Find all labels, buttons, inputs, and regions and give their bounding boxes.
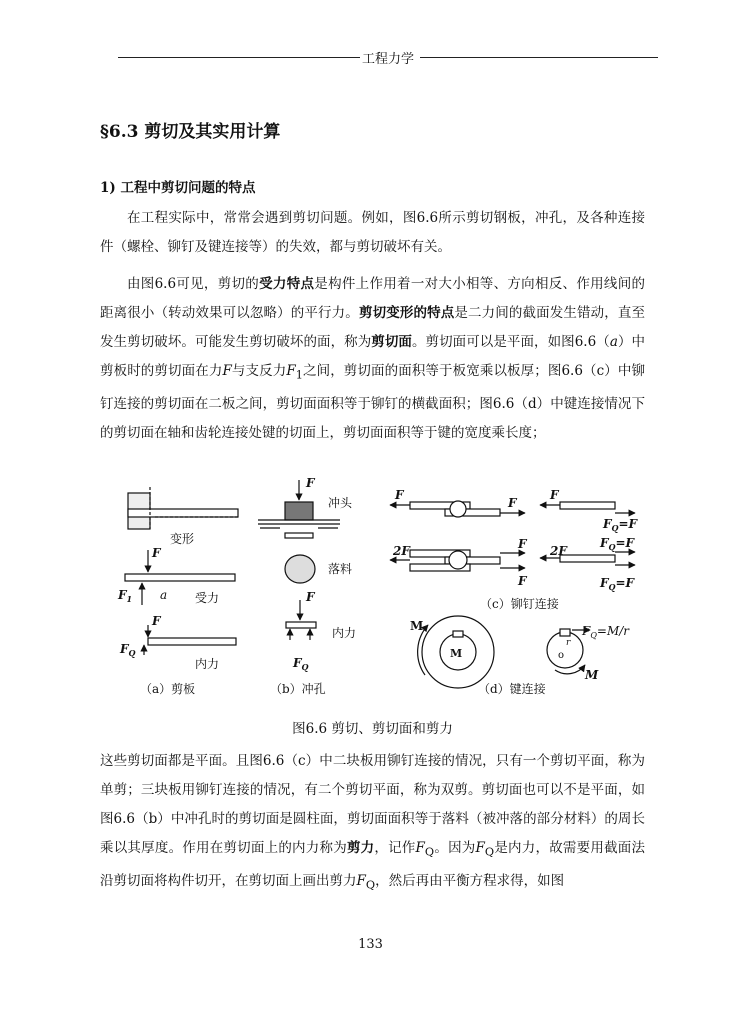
figure-6-6 — [110, 475, 650, 705]
label-F-c3: F — [550, 488, 559, 502]
label-M-d1: M — [410, 619, 424, 633]
figure-caption: 图6.6 剪切、剪切面和剪力 — [292, 721, 453, 737]
caption-c: （c）铆钉连接 — [480, 597, 559, 611]
label-F-c1: F — [395, 488, 404, 502]
label-2F-c1: 2F — [393, 544, 410, 558]
label-F-b1: F — [306, 476, 315, 490]
header-rule-right — [420, 57, 658, 58]
label-F-c4: F — [518, 537, 527, 551]
section-title: §6.3 剪切及其实用计算 — [100, 122, 281, 142]
header-title: 工程力学 — [361, 52, 414, 67]
caption-b: （b）冲孔 — [270, 682, 326, 696]
label-o: o — [558, 650, 565, 661]
label-FQ-a: $F_Q$ — [120, 642, 136, 658]
paragraph-1: 在工程实际中，常常会遇到剪切问题。例如，图6.6所示剪切钢板，冲孔，及各种连接件（螺栓、铆钉及键连接等）的失效，都与剪切破坏有关。 — [100, 210, 645, 255]
paragraph-3: 这些剪切面都是平面。且图6.6（c）中二块板用铆钉连接的情况，只有一个剪切平面，称为单剪；三块板用铆钉连接的情况，有二个剪切平面，称为双剪。剪切面也可以不是平面，如图6.6（b）中冲孔时的剪切面是圆柱面，剪切面面积等于落料（被冲落的部分材料）的周长乘以其厚度。作用在剪切面上的内力称为剪力，记作$F_Q$。因为$F_Q$是内力，故需要用截面法沿剪切面将构件切开，在剪切面上画出剪力$F_Q$，然后再由平衡方程求得，如图 — [100, 753, 646, 892]
label-F-a1: F — [152, 546, 161, 560]
caption-d: （d）键连接 — [478, 682, 546, 696]
label-shouli: 受力 — [195, 591, 220, 605]
label-neili-b: 内力 — [332, 626, 357, 640]
label-bianxing: 变形 — [170, 532, 195, 546]
label-2F-c2: 2F — [550, 544, 567, 558]
subsection-title: 1) 工程中剪切问题的特点 — [100, 180, 256, 196]
header-rule-left — [118, 57, 360, 58]
page-number: 133 — [358, 937, 383, 952]
caption-a: （a）剪板 — [140, 682, 196, 696]
label-luoliao: 落料 — [328, 562, 353, 576]
label-F-c5: F — [518, 574, 527, 588]
label-M-d3: M — [585, 668, 599, 682]
label-FQ-c1: $F_Q=F$ — [603, 517, 638, 533]
label-FQ-d: $F_Q=M/r$ — [582, 624, 630, 640]
label-FQ-c2: $F_Q=F$ — [600, 536, 635, 552]
label-a: a — [160, 588, 168, 602]
label-neili-a: 内力 — [195, 657, 220, 671]
label-F1: $F_1$ — [118, 588, 133, 604]
label-M-d2: M — [450, 647, 463, 660]
label-F-c2: F — [508, 496, 517, 510]
label-F-b2: F — [306, 590, 315, 604]
label-chongtou: 冲头 — [328, 496, 353, 510]
label-F-a2: F — [152, 614, 161, 628]
label-FQ-c3: $F_Q=F$ — [600, 576, 635, 592]
label-r: r — [566, 638, 571, 648]
label-FQ-b: $F_Q$ — [293, 656, 309, 672]
paragraph-2: 由图6.6可见，剪切的受力特点是构件上作用着一对大小相等、方向相反、作用线间的距离很小（转动效果可以忽略）的平行力。剪切变形的特点是二力间的截面发生错动，直至发生剪切破坏。可能发生剪切破坏的面，称为剪切面。剪切面可以是平面，如图6.6（a）中剪板时的剪切面在力F与支反力$F_1$之间，剪切面的面积等于板宽乘以板厚；图6.6（c）中铆钉连接的剪切面在二板之间，剪切面面积等于铆钉的横截面积；图6.6（d）中键连接情况下的剪切面在轴和齿轮连接处键的切面上，剪切面面积等于键的宽度乘长度； — [100, 276, 646, 441]
page-header — [118, 48, 658, 67]
